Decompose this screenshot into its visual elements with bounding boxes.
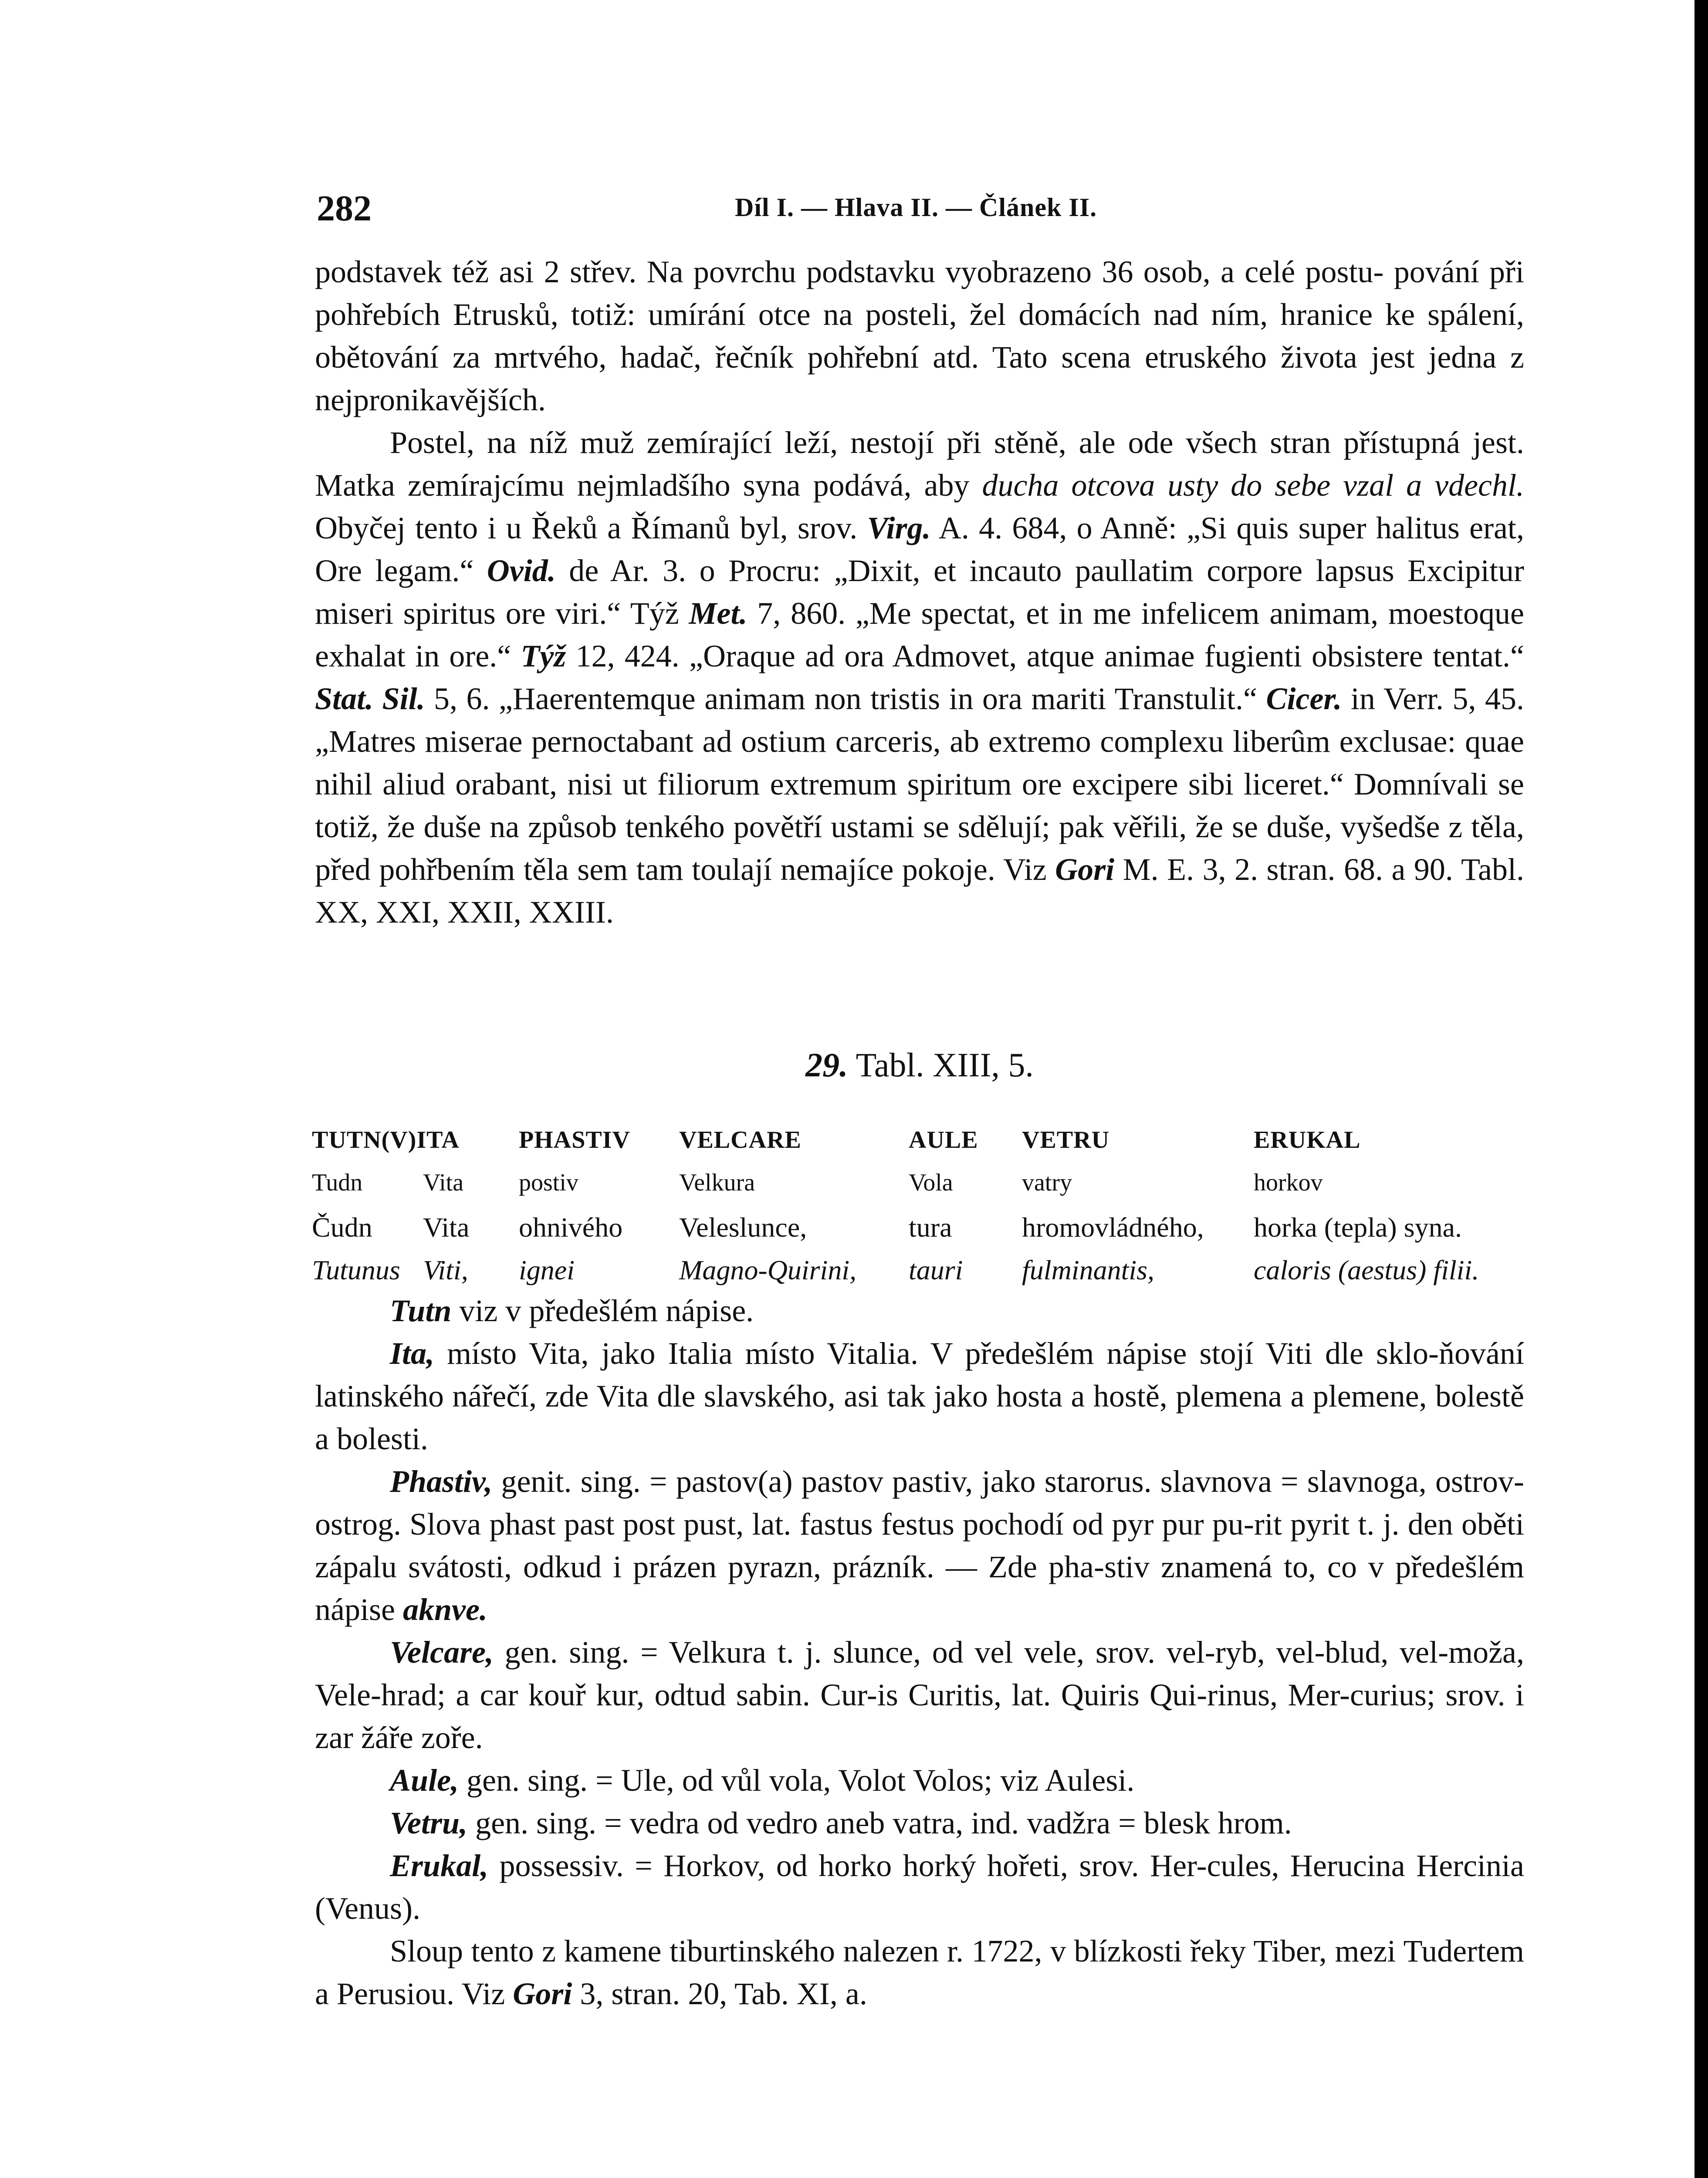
- note-text: genit. sing. = pastov(a) pastov pastiv, jako starorus. slavnova = slavnoga, ostrov-ostrog. Slova phast past post pust, lat. fastus festus pochodí od pyr pur pu-rit pyrit t. j. den oběti zápalu svátosti, odkud i prázen pyrazn, prázník. — Zde pha-stiv znamená to, co v předešlém nápise: [315, 1464, 1524, 1627]
- table-cell: tura: [909, 1212, 952, 1243]
- text-run: Postel, na níž muž zemírající leží, nestojí při stěně, ale ode všech stran přístupná jest. Matka zemírajcímu nejmladšího syna podává, aby: [315, 425, 1524, 503]
- table-cell: hromovládného,: [1022, 1212, 1204, 1243]
- table-cell: AULE: [909, 1126, 978, 1153]
- p1-line: etruského života jest jedna z nejpronikavějších.: [315, 340, 1524, 417]
- table-row: [312, 1211, 1527, 1254]
- note-term: Aule,: [390, 1763, 459, 1798]
- closing-paragraph: [315, 1930, 1524, 2015]
- note-text: místo Vita, jako Italia místo Vitalia. V předešlém nápise stojí Viti dle sklo-ňování latinského nářečí, zde Vita dle slavského, asi tak jako hosta a hostě, plemena a plemene, bolestě a bolesti.: [315, 1336, 1524, 1456]
- note-text: gen. sing. = Ule, od vůl vola, Volot Volos; viz Aulesi.: [459, 1763, 1135, 1798]
- p1-line: pování při pohřebích Etrusků, totiž: umírání otce na posteli, žel domácích nad ním,: [315, 254, 1524, 332]
- citation: Met.: [689, 596, 747, 631]
- table-cell: Tudn: [312, 1169, 363, 1196]
- page-number: 282: [317, 188, 372, 229]
- text-run: A. 4. 684, o Anně: „Si quis super halitus erat, Ore legam.“: [315, 511, 1525, 588]
- table-cell: VETRU: [1022, 1126, 1110, 1153]
- table-cell: Vola: [909, 1169, 953, 1196]
- table-cell: postiv: [519, 1169, 578, 1196]
- note-paragraph: [315, 1844, 1524, 1930]
- note-paragraph: [315, 1802, 1524, 1844]
- table-cell: Magno-Quirini,: [679, 1255, 857, 1285]
- note-term: Vetru,: [390, 1806, 468, 1840]
- text-run: M. E. 3, 2. stran. 68. a 90. Tabl. XX, XXI, XXII, XXIII.: [315, 852, 1524, 930]
- citation: Týž: [521, 639, 566, 673]
- table-cell: tauri: [909, 1255, 963, 1285]
- table-cell: fulminantis,: [1022, 1255, 1155, 1285]
- table-cell: Tutunus: [312, 1255, 400, 1285]
- note-term: Ita,: [390, 1336, 435, 1371]
- p1-line: hranice ke spálení, obětování za mrtvého, hadač, řečník pohřební atd. Tato scena: [315, 297, 1525, 375]
- citation: Stat. Sil.: [315, 681, 425, 716]
- table-cell: Vita: [423, 1212, 470, 1243]
- section-heading: [315, 1045, 1524, 1085]
- text-run: Obyčej tento i u Řeků a Římanů byl, srov.: [315, 511, 867, 545]
- table-cell: vatry: [1022, 1169, 1072, 1196]
- note-term: Erukal,: [390, 1848, 489, 1883]
- citation: Gori: [513, 1976, 572, 2011]
- note-paragraph: [315, 1332, 1524, 1460]
- note-text: gen. sing. = vedra od vedro aneb vatra, ind. vadžra = blesk hrom.: [467, 1806, 1292, 1840]
- note-paragraph: [315, 1289, 1524, 1332]
- text-run: 3, stran. 20, Tab. XI, a.: [572, 1976, 867, 2011]
- note-term: Tutn: [390, 1293, 452, 1328]
- text-run: 12, 424. „Oraque ad ora Admovet, atque animae fugienti obsistere tentat.“: [566, 639, 1524, 673]
- table-row: [312, 1126, 1527, 1169]
- table-cell: Viti,: [423, 1255, 468, 1285]
- inscription-table: [312, 1126, 1527, 1297]
- main-text: [315, 250, 1524, 933]
- table-cell: ohnivého: [519, 1212, 623, 1243]
- citation: Virg.: [867, 511, 931, 545]
- note-term: Velcare,: [390, 1635, 494, 1670]
- note-text: viz v předešlém nápise.: [451, 1293, 754, 1328]
- running-head: Díl I. — Hlava II. — Článek II.: [735, 193, 1097, 222]
- citation: Ovid.: [487, 553, 556, 588]
- section-number: 29.: [805, 1046, 848, 1084]
- commentary: [315, 1289, 1524, 2015]
- section-title: Tabl. XIII, 5.: [856, 1046, 1034, 1084]
- table-cell: ignei: [519, 1255, 575, 1285]
- table-cell: horka (tepla) syna.: [1254, 1212, 1462, 1243]
- note-paragraph: [315, 1759, 1524, 1802]
- paragraph-1: [315, 250, 1524, 421]
- table-cell: Vita: [423, 1169, 464, 1196]
- table-cell: Velkura: [679, 1169, 755, 1196]
- table-cell: caloris (aestus) filii.: [1254, 1255, 1479, 1285]
- table-cell: PHASTIV: [519, 1126, 630, 1153]
- text-run: 5, 6. „Haerentemque animam non tristis in ora mariti Transtulit.“: [425, 681, 1266, 716]
- table-cell: VELCARE: [679, 1126, 802, 1153]
- note-text: possessiv. = Horkov, od horko horký hořeti, srov. Her-cules, Herucina Hercinia (Venus).: [315, 1848, 1524, 1926]
- table-row: [312, 1169, 1527, 1211]
- note-text: gen. sing. = Velkura t. j. slunce, od vel vele, srov. vel-ryb, vel-blud, vel-moža, Vele-hrad; a car kouř kur, odtud sabin. Cur-is Curitis, lat. Quiris Qui-rinus, Mer-curius; srov. i zar žáře zoře.: [315, 1635, 1524, 1755]
- table-cell: Čudn: [312, 1212, 372, 1243]
- p1-line: podstavek též asi 2 střev. Na povrchu podstavku vyobrazeno 36 osob, a celé postu-: [315, 254, 1394, 289]
- citation: Gori: [1055, 852, 1115, 887]
- table-cell: horkov: [1254, 1169, 1323, 1196]
- table-cell: Veleslunce,: [679, 1212, 807, 1243]
- text-run: in Verr. 5, 45. „Matres miserae pernoctabant ad ostium carceris, ab extremo complexu liberûm exclusae: quae nihil aliud orabant, nisi ut filiorum extremum spiritum ore excipere sibi liceret.“ Domnívali se totiž, že duše na způsob tenkého povětří ustami se sdělují; pak věřili, že se duše, vyšedše z těla, před pohřbením těla sem tam toulají nemajíce pokoje. Viz: [315, 681, 1525, 887]
- text-run: de Ar. 3. o Procru: „Dixit, et incauto paullatim corpore lapsus Excipitur miseri spiritus ore viri.“ Týž: [315, 553, 1525, 631]
- text-run: 7, 860. „Me spectat, et in me infelicem animam, moestoque exhalat in ore.“: [315, 596, 1524, 673]
- page-header: [317, 187, 1549, 235]
- note-paragraph: [315, 1460, 1524, 1631]
- text-run: Sloup tento z kamene tiburtinského nalezen r. 1722, v blízkosti řeky Tiber, mezi Tudertem a Perusiou. Viz: [315, 1934, 1524, 2011]
- note-term: Phastiv,: [390, 1464, 493, 1499]
- citation: Cicer.: [1266, 681, 1342, 716]
- table-cell: TUTN(V)ITA: [312, 1126, 460, 1153]
- paragraph-2: [315, 421, 1524, 933]
- table-cell: ERUKAL: [1254, 1126, 1361, 1153]
- italic-run: ducha otcova usty do sebe vzal a vdechl.: [982, 468, 1524, 503]
- note-paragraph: [315, 1631, 1524, 1759]
- note-term: aknve.: [402, 1592, 487, 1627]
